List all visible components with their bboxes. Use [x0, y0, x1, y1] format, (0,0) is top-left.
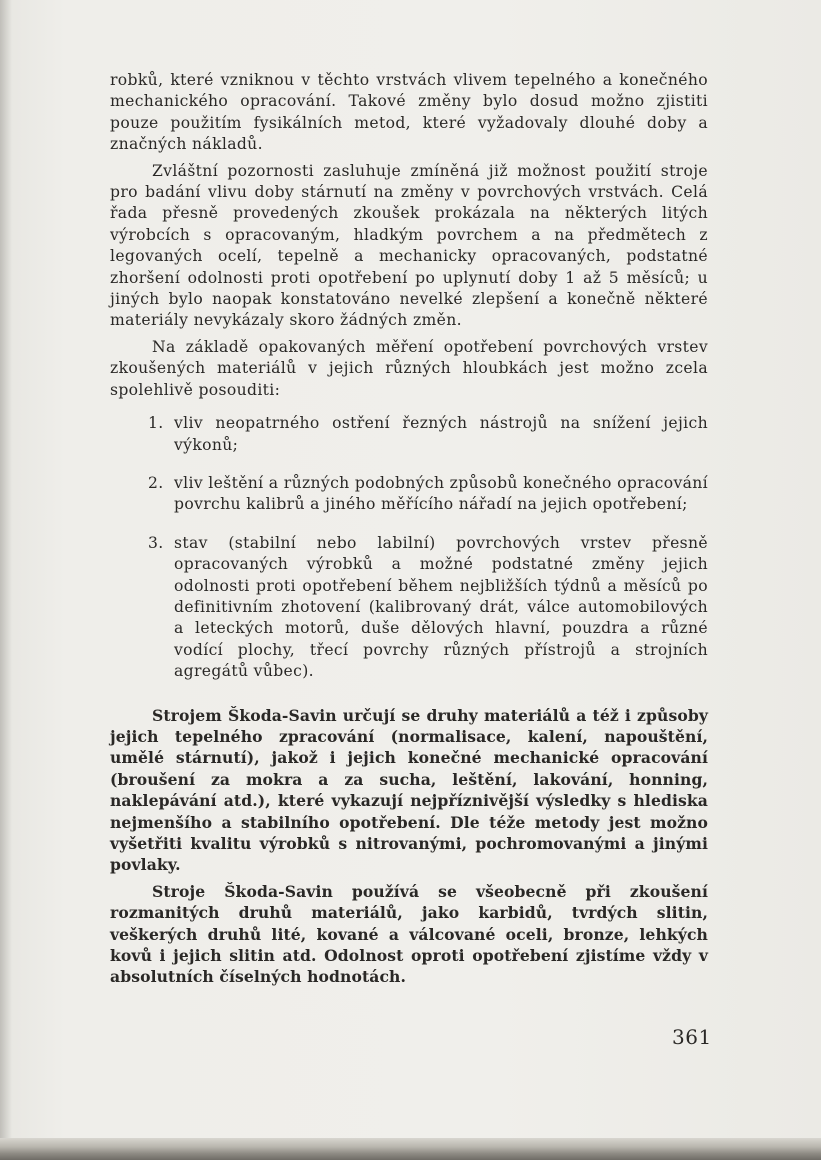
list-item-text: vliv neopatrného ostření řezných nástrojů na snížení jejich výkonů;: [174, 414, 708, 454]
list-item-text: stav (stabilní nebo labilní) povrchových vrstev přesně opracovaných výrobků a možné podstatné změny jejich odolnosti proti opotřebení během nejbližších týdnů a měsíců po definitivním zhotovení (kalibrovaný drát, válce automobilových a leteckých motorů, duše dělových hlavní, pouzdra a různé vodící plochy, třecí povrchy různých přístrojů a strojních agregátů vůbec).: [174, 533, 708, 681]
page-body: [110, 70, 708, 993]
list-item: [110, 473, 708, 516]
paragraph-measurement-intro: Na základě opakovaných měření opotřebení povrchových vrstev zkoušených materiálů v jejich různých hloubkách jest možno zcela spolehlivě posouditi:: [110, 337, 708, 399]
bold-section: [110, 705, 708, 988]
paragraph-aging: Zvláštní pozornosti zasluhuje zmíněná již možnost použití stroje pro badání vlivu doby stárnutí na změny v povrchových vrstvách. Celá řada přesně provedených zkoušek prokázala na některých litých výrobcích s opracovaným, hladkým povrchem a na předmětech z legovaných ocelí, tepelně a mechanicky opracovaných, podstatné zhoršení odolnosti proti opotřebení po uplynutí doby 1 až 5 měsíců; u jiných bylo naopak konstatováno nevelké zlepšení a konečně některé materiály nevykázaly skoro žádných změn.: [110, 161, 708, 330]
paragraph-skoda-savin-methods: Strojem Škoda-Savin určují se druhy materiálů a též i způsoby jejich tepelného zpracování (normalisace, kalení, napouštění, umělé stárnutí), jakož i jejich konečné mechanické opracování (broušení za mokra a za sucha, leštění, lakování, honning, naklepávání atd.), které vykazují nejpříznivější výsledky s hlediska nejmenšího a stabilního opotřebení. Dle téže metody jest možno vyšetřiti kvalitu výrobků s nitrovanými, pochromovanými a jinými povlaky.: [110, 705, 708, 875]
numbered-list: [110, 413, 708, 682]
page-bottom-edge: [0, 1138, 821, 1160]
list-item-number: 1.: [148, 414, 164, 433]
paragraph-continuation: robků, které vzniknou v těchto vrstvách vlivem tepelného a konečného mechanického opracování. Takové změny bylo dosud možno zjistiti pouze použitím fysikálních metod, které vyžadovaly dlouhé doby a značných nákladů.: [110, 71, 708, 154]
list-item-text: vliv leštění a různých podobných způsobů konečného opracování povrchu kalibrů a jiného měřícího nářadí na jejich opotřebení;: [174, 473, 708, 514]
spine-shadow: [0, 0, 12, 1160]
list-item-number: 3.: [148, 533, 164, 552]
list-item-number: 2.: [148, 473, 164, 492]
list-item: [110, 413, 708, 456]
page-number: 361: [672, 1025, 712, 1049]
paragraph-skoda-savin-usage: Stroje Škoda-Savin používá se všeobecně při zkoušení rozmanitých druhů materiálů, jako karbidů, tvrdých slitin, veškerých druhů lité, kované a válcované oceli, bronze, lehkých kovů i jejich slitin atd. Odolnost oproti opotřebení zjistíme vždy v absolutních číselných hodnotách.: [110, 881, 708, 987]
list-item: [110, 533, 708, 683]
